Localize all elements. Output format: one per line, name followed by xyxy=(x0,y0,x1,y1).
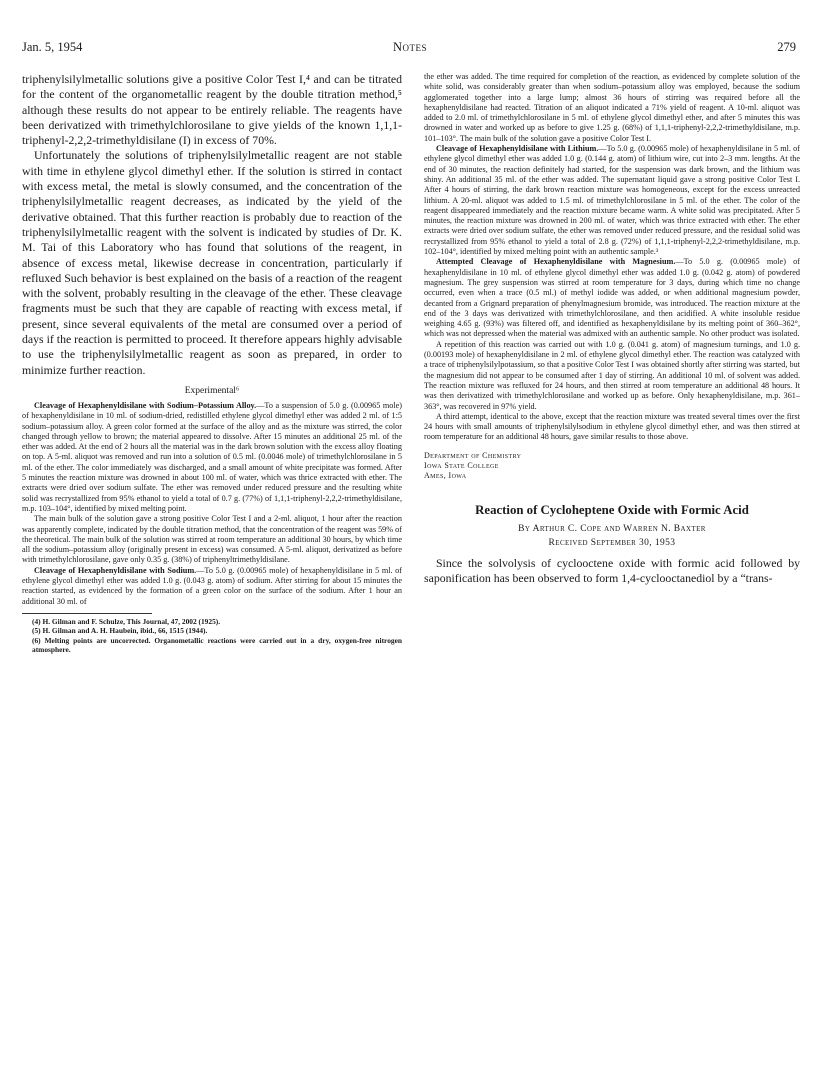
right-column xyxy=(424,72,800,586)
paragraph: triphenylsilylmetallic solutions give a positive Color Test I,⁴ and can be titrated for the content of the organometallic reagent by the double titration method,⁵ although these results do not appear to be entirely reliable. The reagents have been derivatized with trimethylchlorosilane to give yields of the known 1,1,1-triphenyl-2,2,2-trimethyldisilane (I) in excess of 70%. xyxy=(22,72,402,148)
footnote-rule xyxy=(22,613,152,614)
paragraph: A third attempt, identical to the above, except that the reaction mixture was treated several times over the first 24 hours with small amounts of triphenylsilylsodium in ethylene glycol dimethyl ether, and was then stirred at room temperature for an additional 48 hours, gave similar results to those above. xyxy=(424,411,800,442)
procedure-paragraph xyxy=(424,144,800,257)
received-date: Received September 30, 1953 xyxy=(548,537,676,548)
footnote: (4) H. Gilman and F. Schulze, This Journal, 47, 2002 (1925). xyxy=(32,616,221,626)
article-intro: Since the solvolysis of cyclooctene oxide with formic acid followed by saponification has been observed to form 1,4-cyclooctanediol by a “trans- xyxy=(424,555,800,585)
footnote: (6) Melting points are uncorrected. Organometallic reactions were carried out in a dry, oxygen-free nitrogen atmosphere. xyxy=(32,635,402,655)
procedure-heading: Cleavage of Hexaphenyldisilane with Sodium–Potassium Alloy. xyxy=(34,400,257,410)
article-title: Reaction of Cycloheptene Oxide with Formic Acid xyxy=(475,502,749,517)
footnote: (5) H. Gilman and A. H. Haubein, ibid., 66, 1515 (1944). xyxy=(32,626,208,636)
paragraph: The main bulk of the solution gave a strong positive Color Test I and a 2-ml. aliquot, 1 hour after the reaction was apparently complete, indicated by the double titration method, that the concentration of the reagent was 59% of the theoretical. The main bulk of the solution was stirred at room temperature an additional 30 hours, by which time all the sodium–potassium alloy (originally present in excess) was consumed. A 5-ml. aliquot, derivatized as before with trimethylchlorosilane, gave only 0.35 g. (38%) of triphenyltrimethyldisilane. xyxy=(22,514,402,565)
procedure-paragraph xyxy=(22,401,402,514)
procedure-text: —To 5.0 g. (0.00965 mole) of hexaphenyldisilane in 5 ml. of ethylene glycol dimethyl ether was added 1.0 g. (0.043 g. atom) of sodium. After stirring for about 15 minutes the reaction started, as evidenced by the formation of a green color on the surface of the sodium. After 1 hour an additional 30 ml. of xyxy=(22,565,402,606)
procedure-heading: Attempted Cleavage of Hexaphenyldisilane with Magnesium. xyxy=(436,257,676,267)
authors: By Arthur C. Cope and Warren N. Baxter xyxy=(518,523,706,534)
procedure-text: —To 5.0 g. (0.00965 mole) of hexaphenyldisilane in 5 ml. of ethylene glycol dimethyl ether was added 1.0 g. (0.144 g. atom) of lithium wire, cut into 2–3 mm. lengths. At the end of 30 minutes, the reaction definitely had started, for the suspension was dark brown, and the lithium was shiny. An additional 35 ml. of the ether was added. The supernatant liquid gave a strong positive Color Test I. After 4 hours of stirring, the dark brown reaction mixture was homogeneous, except for the excess unreacted lithium. A 20-ml. aliquot was added to 1.5 ml. of trimethylchlorosilane in 5 ml. of the ether. The color of the reagent disappeared immediately and the reaction mixture became warm. A white solid was precipitated. After 5 minutes, the reaction mixture was drowned in 200 ml. of water, which was thrice extracted with ether. The ether extracts were dried over sodium sulfate, the ether was removed under reduced pressure, and the residual solid was recrystallized from 95% ethanol to yield a total of 2.8 g. (72%) of 1,1,1-triphenyl-2,2,2-trimethyldisilane, m.p. 102–104°, identified by mixed melting point with an authentic sample.³ xyxy=(424,144,800,257)
affiliation-line: Ames, Iowa xyxy=(424,470,467,480)
left-column xyxy=(22,72,402,655)
procedure-text: —To a suspension of 5.0 g. (0.00965 mole) of hexaphenyldisilane in 10 ml. of sodium-dried, redistilled ethylene glycol dimethyl ether was added 2 ml. of 1:5 sodium–potassium alloy. A green color formed at the surface of the alloy and as the mixture was stirred, the color changed through yellow to brown; the material appeared to dissolve. After 15 minutes an additional 25 ml. of the ether was added. At the end of 2 hours all the material was in the dark brown solution with the excess alloy floating on top. A 5-ml. aliquot was removed and run into a solution of 0.5 ml. (0.0046 mole) of trimethylchlorosilane in 5 ml. of the ether. The color immediately was discharged, and a small amount of white precipitate was formed. After 5 minutes the reaction mixture was drowned in about 100 ml. of water, which was thrice extracted with ether. The extracts were dried over sodium sulfate. The ether was removed under reduced pressure and the resulting white solid was recrystallized from 95% ethanol to yield a total of 0.7 g. (77%) of 1,1,1-triphenyl-2,2,2-trimethyldisilane, m.p. 103–104°, identified by mixed melting point. xyxy=(22,400,402,513)
footnotes xyxy=(22,617,402,655)
procedure-text: —To 5.0 g. (0.00965 mole) of hexaphenyldisilane in 10 ml. of ethylene glycol dimethyl ether was added 1.0 g. (0.042 g. atom) of powdered magnesium. The grey suspension was stirred at room temperature for 3 days, during which time no change occurred, even when a trace (0.5 ml.) of methyl iodide was added, or when additional magnesium powder, decanted from a Grignard preparation of phenylmagnesium bromide, was introduced. The reaction mixture at the end of the 3 days was derivatized with trimethylchlorosilane, and then acidified. A white insoluble residue weighing 4.65 g. (93%) was filtered off, and identified as hexaphenyldisilane by its melting point of 360–362°, which was not depressed when the material was admixed with an authentic sample. No other product was isolated. xyxy=(424,257,800,339)
procedure-paragraph xyxy=(424,257,800,339)
affiliation-line: Department of Chemistry xyxy=(424,450,522,460)
procedure-heading: Cleavage of Hexaphenyldisilane with Sodium. xyxy=(34,565,197,575)
procedure-paragraph xyxy=(22,566,402,607)
page-number: 279 xyxy=(777,40,796,54)
procedure-heading: Cleavage of Hexaphenyldisilane with Lithium. xyxy=(436,144,599,154)
running-header-date: Jan. 5, 1954 xyxy=(22,40,83,54)
paragraph: the ether was added. The time required for completion of the reaction, as evidenced by complete solution of the white solid, was considerably greater than when sodium–potassium alloy was employed, because the sodium agglomerated together into a large lump; almost 36 hours of stirring was required before all the hexaphenyldisilane had reacted. Titration of an aliquot indicated a 71% yield of reagent. A 10-ml. aliquot was added to 2.0 ml. of trimethylchlorosilane in 5 ml. of ethylene glycol dimethyl ether, and after 5 minutes this was drowned in water and worked up as before to give 1.25 g. (68%) of 1,1,1-triphenyl-2,2,2-trimethyldisilane, m.p. 101–103°. The main bulk of the solution gave a positive Color Test I. xyxy=(424,72,800,143)
paragraph: Unfortunately the solutions of triphenylsilylmetallic reagent are not stable with time in ethylene glycol dimethyl ether. If the solution is stirred in contact with excess metal, the metal is slowly consumed, and the concentration of the triphenylsilylmetallic reagent decreases, as indicated by the yield of the derivative obtained. That this further reaction is probably due to reaction of the triphenylsilylmetallic reagent with the solvent is indicated by studies of Dr. K. M. Tai of this Laboratory who has found that solutions of the reagent, in absence of excess metal, likewise decrease in concentration, particularly if refluxed Such behavior is best explained on the basis of a reaction of the reagent with the solvent, probably resulting in the cleavage of the ether. These cleavage fragments must be such that they are capable of reacting with excess metal, if present, since several equivalents of the metal are consumed over a period of days if the reaction is permitted to proceed. It therefore appears highly advisable to use the triphenylsilylmetallic reagent as soon as prepared, in order to minimize further reaction. xyxy=(22,148,402,377)
affiliation xyxy=(424,451,800,481)
running-header-section: Notes xyxy=(392,40,428,54)
paragraph: A repetition of this reaction was carried out with 1.0 g. (0.041 g. atom) of magnesium turnings, and 1.0 g. (0.00193 mole) of hexaphenyldisilane in 2 ml. of ethylene glycol dimethyl ether. The reaction was catalyzed with a trace of triphenylsilylpotassium, so that a positive Color Test I was obtained shortly after stirring was started, but the magnesium did not appear to be consumed after 1 day of stirring. An additional 10 ml. of solvent was added. The reaction mixture was refluxed for 24 hours, and then stirred at room temperature an additional 48 hours. It was then derivatized with trimethylchlorosilane and worked up as before. Only hexaphenyldisilane, m.p. 361–363°, was recovered in 97% yield. xyxy=(424,339,800,411)
affiliation-line: Iowa State College xyxy=(424,460,499,470)
experimental-heading: Experimental⁶ xyxy=(184,385,240,396)
